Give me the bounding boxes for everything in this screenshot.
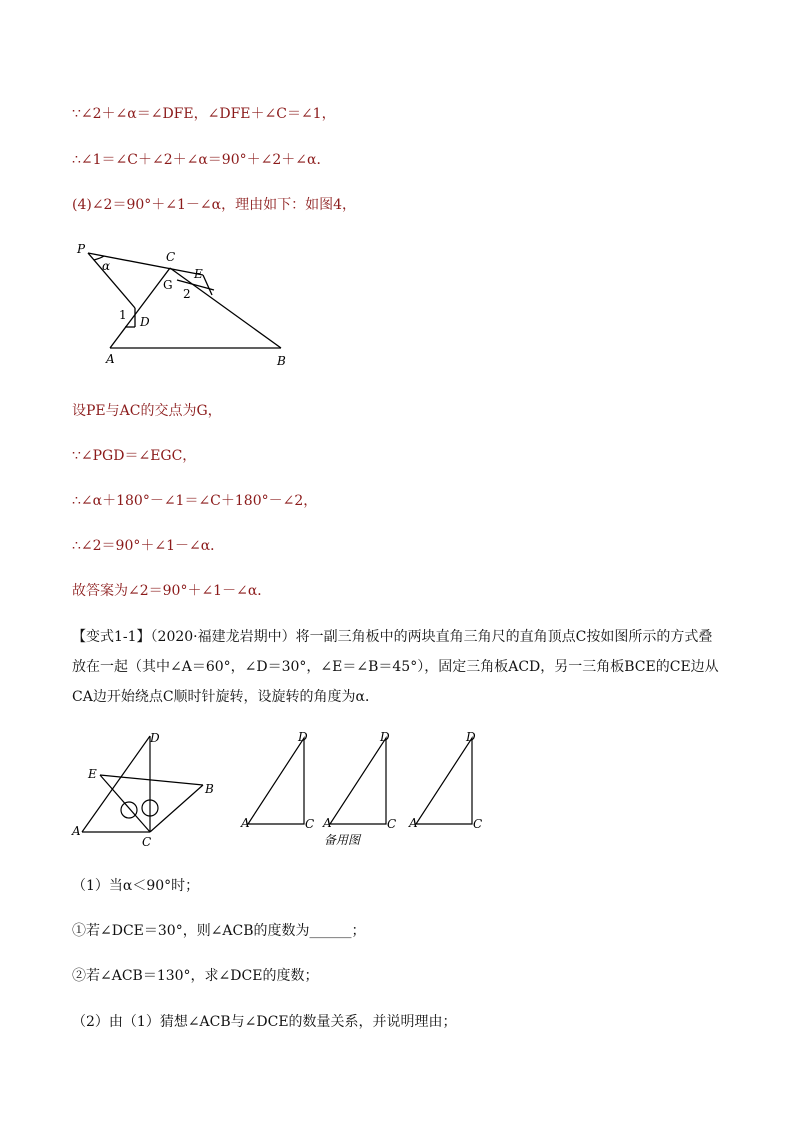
label-C: C [142,835,152,849]
line-CB [170,268,281,348]
spare-caption: 备用图 [324,833,361,847]
spare2-label-D: D [380,730,390,744]
solution-line-1: ∵∠2＋∠α＝∠DFE，∠DFE＋∠C＝∠1， [72,106,336,122]
label-alpha: α [102,259,111,273]
spare2-label-A: A [323,816,332,830]
problem-statement: 【变式1-1】（2020·福建龙岩期中）将一副三角板中的两块直角三角尺的直角顶点C按如图所示的方式叠放在一起（其中∠A＝60°，∠D＝30°，∠E＝∠B＝45°），固定三角板ACD，另一三角板BCE的CE边从CA边开始绕点C顺时针旋转，设旋转的角度为α． [72,629,719,705]
label-B: B [277,354,286,368]
spare1-label-D: D [298,730,308,744]
question-2: （2）由（1）猜想∠ACB与∠DCE的数量关系，并说明理由； [72,1014,457,1030]
question-1b: ②若∠ACB＝130°，求∠DCE的度数； [72,968,319,984]
line-DA [82,736,150,832]
solution-line-2: ∴∠1＝∠C＋∠2＋∠α＝90°＋∠2＋∠α． [72,152,331,168]
label-E: E [88,767,97,781]
spare1-label-C: C [305,817,315,831]
solution-line-3: (4)∠2＝90°＋∠1－∠α，理由如下：如图4， [72,197,357,213]
label-D: D [140,315,150,329]
solution-line-7: ∴∠2＝90°＋∠1－∠α． [72,538,225,554]
question-1: （1）当α＜90°时； [72,878,200,894]
label-1: 1 [119,308,127,322]
solution-line-8: 故答案为∠2＝90°＋∠1－∠α． [72,583,272,599]
label-2: 2 [183,287,191,301]
solution-line-6: ∴∠α＋180°－∠1＝∠C＋180°－∠2， [72,493,318,509]
angle-circle-left [121,802,137,818]
spare-figures [238,728,498,853]
label-G: G [163,278,173,292]
spare3-label-D: D [466,730,476,744]
spare-triangle-2 [330,738,386,824]
label-A: A [72,824,81,838]
spare-triangle-1 [248,738,304,824]
label-P: P [77,242,86,256]
label-C: C [166,250,176,264]
problem-figure-main [70,728,230,853]
spare3-label-C: C [473,817,483,831]
label-D: D [150,731,160,745]
spare2-label-C: C [387,817,397,831]
solution-line-4: 设PE与AC的交点为G， [72,403,222,419]
spare-triangle-3 [416,738,472,824]
solution-line-5: ∵∠PGD＝∠EGC， [72,448,197,464]
label-B: B [205,782,214,796]
spare1-label-A: A [241,816,250,830]
label-A: A [106,352,115,366]
label-E: E [194,267,203,281]
question-1a: ①若∠DCE＝30°，则∠ACB的度数为______； [72,923,366,939]
spare3-label-A: A [409,816,418,830]
figure-4-diagram [70,236,300,371]
line-EB [100,775,203,785]
